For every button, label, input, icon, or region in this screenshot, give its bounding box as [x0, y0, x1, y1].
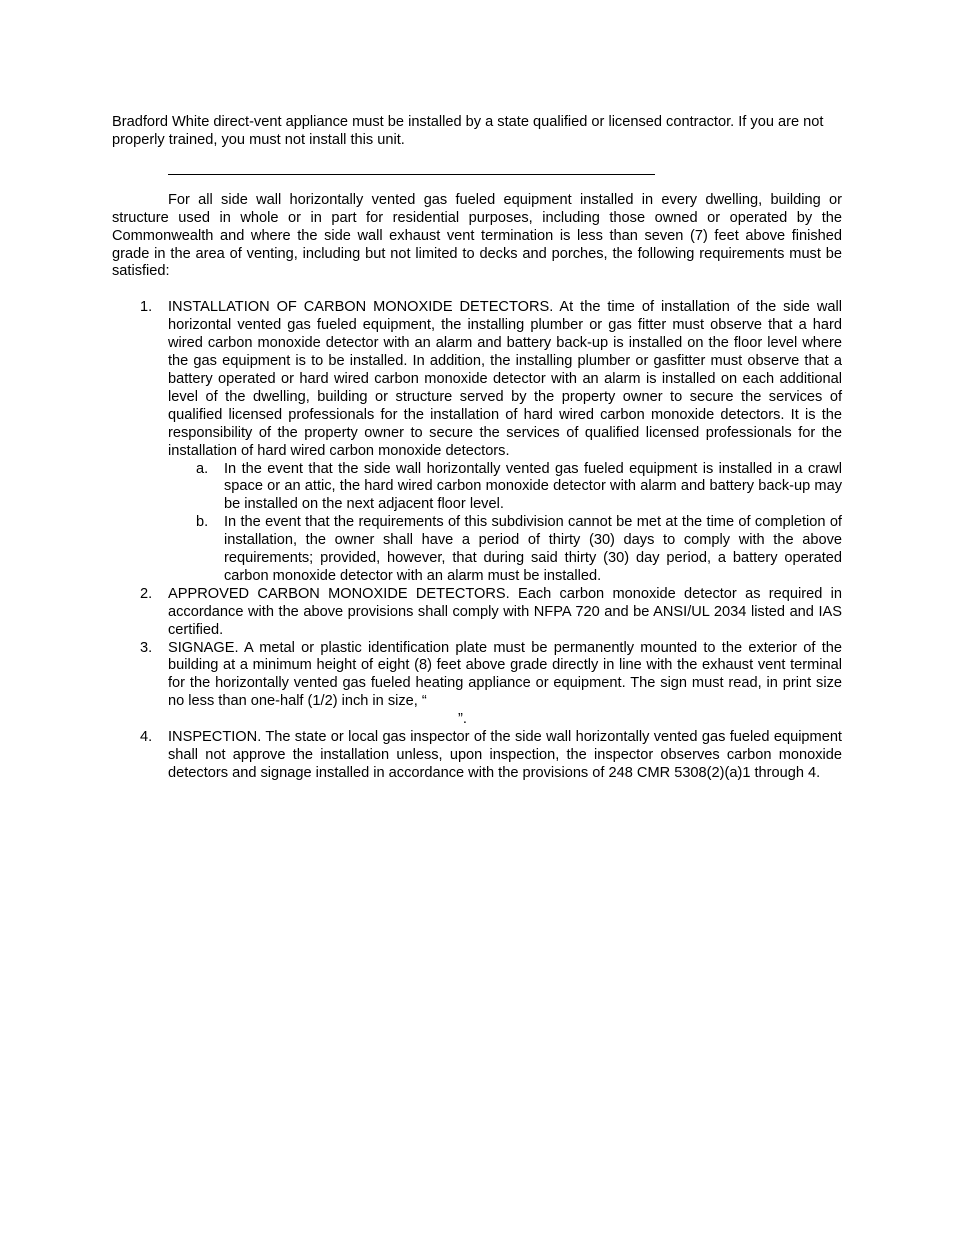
sub-list	[168, 461, 842, 586]
list-item-number: 3.	[140, 639, 153, 656]
list-item-text: APPROVED CARBON MONOXIDE DETECTORS. Each carbon monoxide detector as required in accordance with the above provisions shall comply with NFPA 720 and be ANSI/UL 2034 listed and IAS certified.	[168, 585, 842, 638]
sub-list-item-thirty-days	[168, 514, 842, 586]
list-item-text: SIGNAGE. A metal or plastic identification plate must be permanently mounted to the exterior of the building at a minimum height of eight (8) feet above grade directly in line with the exhaust vent terminal for the horizontally vented gas fueled heating appliance or equipment. The sign must read, in print size no less than one-half (1/2) inch in size, “	[168, 639, 842, 710]
requirements-paragraph: For all side wall horizontally vented gas fueled equipment installed in every dwelling, building or structure used in whole or in part for residential purposes, including those owned or operated by the Commonwealth and where the side wall exhaust vent termination is less than seven (7) feet above finished grade in the area of venting, including but not limited to decks and porches, the following requirements must be satisfied:	[112, 191, 842, 280]
sub-list-item-letter: a.	[196, 460, 209, 477]
list-item-number: 2.	[140, 585, 153, 602]
horizontal-rule	[168, 174, 655, 175]
list-item-text: INSPECTION. The state or local gas inspector of the side wall horizontally vented gas fueled equipment shall not approve the installation unless, upon inspection, the inspector observes carbon monoxide detectors and signage installed in accordance with the provisions of 248 CMR 5308(2)(a)1 through 4.	[168, 729, 842, 781]
sub-list-item-text: In the event that the requirements of this subdivision cannot be met at the time of completion of installation, the owner shall have a period of thirty (30) days to comply with the above requirements; provided, however, that during said thirty (30) day period, a battery operated carbon monoxide detector with an alarm must be installed.	[224, 514, 842, 584]
sub-list-item-letter: b.	[196, 514, 209, 531]
list-item-installation	[112, 299, 842, 586]
sub-list-item-text: In the event that the side wall horizontally vented gas fueled equipment is installed in a crawl space or an attic, the hard wired carbon monoxide detector with alarm and battery back-up may be installed on the next adjacent floor level.	[224, 460, 842, 513]
list-item-inspection	[112, 729, 842, 783]
list-item-number: 1.	[140, 299, 153, 316]
list-item-text: INSTALLATION OF CARBON MONOXIDE DETECTORS. At the time of installation of the side wall horizontal vented gas fueled equipment, the installing plumber or gas fitter must observe that a hard wired carbon monoxide detector with an alarm and battery back-up is installed on the floor level where the gas equipment is to be installed. In addition, the installing plumber or gasfitter must observe that a battery operated or hard wired carbon monoxide detector with an alarm is installed on each additional level of the dwelling, building or structure served by the property owner to secure the services of qualified licensed professionals for the installation of hard wired carbon monoxide detectors. It is the responsibility of the property owner to secure the services of qualified licensed professionals for the installation of hard wired carbon monoxide detectors.	[168, 299, 842, 459]
requirements-list	[112, 299, 842, 782]
document-page	[112, 114, 842, 783]
list-item-number: 4.	[140, 729, 153, 746]
sign-text-closing-quote: ”.	[458, 711, 467, 728]
sub-list-item-crawl-space	[168, 461, 842, 515]
list-item-signage	[112, 640, 842, 730]
list-item-approved-detectors	[112, 586, 842, 640]
intro-text: Bradford White direct-vent appliance must be installed by a state qualified or licensed contractor. If you are not properly trained, you must not install this unit.	[112, 114, 824, 148]
